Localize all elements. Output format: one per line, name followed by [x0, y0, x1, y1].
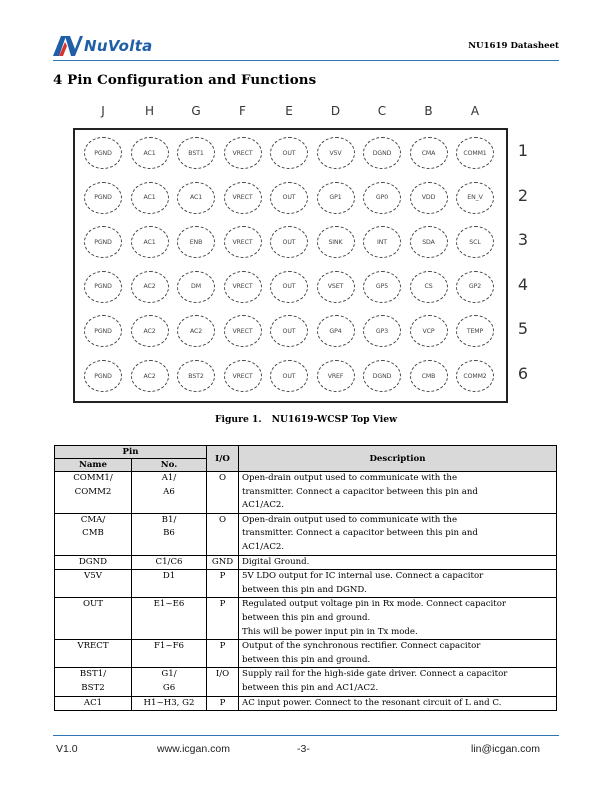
pin-description-cell: [239, 472, 557, 514]
footer-page-number: -3-: [297, 743, 310, 755]
pin-number-cell: [132, 472, 207, 514]
pin-name-cell-line: OUT: [82, 599, 104, 610]
pin-description-cell-line: 5V LDO output for IC internal use. Connect a capacitor: [242, 571, 484, 582]
pin-number-cell-line: B1/: [161, 514, 177, 525]
column-label: F: [239, 104, 246, 118]
pin-ball: PGND: [84, 182, 122, 214]
pin-name-cell-line: COMM1/: [73, 473, 113, 483]
pin-number-cell-line: H1~H3, G2: [143, 697, 195, 708]
pin-io-cell: GND: [207, 555, 239, 570]
column-label: H: [144, 104, 155, 118]
pin-name-cell: [55, 513, 132, 555]
pin-description-cell: [239, 640, 557, 668]
pin-description-cell-line: Open-drain output used to communicate with the: [242, 473, 458, 483]
nuvolta-logo: [53, 32, 153, 56]
pin-name-cell: [55, 668, 132, 696]
column-label: G: [191, 104, 201, 118]
pin-ball: OUT: [270, 360, 308, 392]
footer-website[interactable]: www.icgan.com: [157, 743, 230, 755]
pin-ball: SCL: [456, 226, 494, 258]
pin-ball: GP5: [363, 271, 401, 303]
pin-io-cell: P: [207, 570, 239, 598]
pin-description-cell-line: Regulated output voltage pin in Rx mode. Connect capacitor: [242, 599, 507, 610]
table-row: [55, 640, 557, 668]
pin-ball: AC2: [131, 271, 169, 303]
pin-ball: VREF: [317, 360, 355, 392]
pin-io-cell: P: [207, 696, 239, 711]
pin-ball: PGND: [84, 360, 122, 392]
pin-number-cell-line: F1~F6: [153, 641, 185, 652]
pin-number-cell-line: G1/: [161, 669, 177, 680]
pin-name-cell-line: CMA/: [80, 514, 106, 525]
figure-number: Figure 1.: [215, 414, 262, 425]
pin-name-cell: [55, 598, 132, 640]
pin-io-cell: P: [207, 640, 239, 668]
header-divider: [53, 60, 559, 61]
table-body: [55, 472, 557, 711]
row-label: 4: [517, 274, 529, 294]
footer-version: V1.0: [56, 743, 78, 755]
pin-ball: VRECT: [224, 315, 262, 347]
pin-name-cell: [55, 472, 132, 514]
table-row: [55, 555, 557, 570]
pin-ball: GP4: [317, 315, 355, 347]
pin-number-cell-line: A6: [163, 486, 175, 497]
table-row: [55, 472, 557, 514]
table-row: [55, 570, 557, 598]
pin-description-cell: [239, 555, 557, 570]
pin-description-cell: [239, 668, 557, 696]
column-label: C: [377, 104, 387, 118]
pin-ball: AC1: [177, 182, 215, 214]
table-row: [55, 668, 557, 696]
pin-description-cell: [239, 696, 557, 711]
pin-io-cell: I/O: [207, 668, 239, 696]
pin-description-cell: [239, 570, 557, 598]
pin-ball: AC1: [131, 226, 169, 258]
pin-number-cell-line: C1/C6: [155, 556, 183, 567]
pin-ball: VRECT: [224, 137, 262, 169]
pin-number-cell: [132, 668, 207, 696]
pin-name-cell: [55, 570, 132, 598]
pin-io-cell: O: [207, 513, 239, 555]
logo-text: NuVolta: [84, 37, 153, 55]
row-label: 5: [517, 319, 529, 339]
pin-ball: EN_V: [456, 182, 494, 214]
pin-name-cell-line: DGND: [78, 556, 108, 567]
pin-ball: VSET: [317, 271, 355, 303]
footer-email[interactable]: lin@icgan.com: [471, 743, 541, 755]
pin-ball: VRECT: [224, 226, 262, 258]
pin-ball: SDA: [410, 226, 448, 258]
pin-number-cell-line: G6: [162, 682, 176, 693]
pin-ball: ENB: [177, 226, 215, 258]
pin-description-cell-line: Supply rail for the high-side gate driver. Connect a capacitor: [242, 669, 508, 680]
pin-ball: VRECT: [224, 271, 262, 303]
pin-name-cell: [55, 640, 132, 668]
pin-number-cell: [132, 513, 207, 555]
table-header-row: [55, 446, 557, 459]
pin-number-cell-line: A1/: [161, 473, 177, 483]
pin-ball: VDD: [410, 182, 448, 214]
table-row: [55, 598, 557, 640]
pin-name-cell: [55, 555, 132, 570]
pin-ball: CS: [410, 271, 448, 303]
pin-ball: GP1: [317, 182, 355, 214]
pin-ball: GP2: [456, 271, 494, 303]
pin-ball: PGND: [84, 226, 122, 258]
pin-ball: OUT: [270, 271, 308, 303]
pin-description-cell-line: Digital Ground.: [242, 556, 310, 567]
pin-ball: OUT: [270, 137, 308, 169]
pin-ball: PGND: [84, 137, 122, 169]
pin-name-cell: [55, 696, 132, 711]
pin-ball: VCP: [410, 315, 448, 347]
footer-divider: [53, 735, 559, 736]
pin-ball: OUT: [270, 182, 308, 214]
pin-name-cell-line: BST1/: [79, 669, 107, 680]
pin-ball: AC2: [131, 360, 169, 392]
pin-ball: PGND: [84, 315, 122, 347]
pin-function-table: [54, 445, 557, 711]
pin-description-cell-line: between this pin and ground.: [242, 612, 371, 623]
header-description: Description: [239, 446, 557, 472]
column-label: E: [285, 104, 293, 118]
pin-io-cell: O: [207, 472, 239, 514]
pin-description-cell-line: between this pin and AC1/AC2.: [242, 682, 379, 693]
pin-name-cell-line: COMM2: [74, 486, 112, 497]
pin-ball: INT: [363, 226, 401, 258]
row-label: 2: [517, 185, 529, 205]
header-no: No.: [132, 459, 207, 472]
pin-description-cell-line: AC1/AC2.: [242, 541, 285, 552]
pin-number-cell: [132, 570, 207, 598]
pin-ball: TEMP: [456, 315, 494, 347]
pin-description-cell-line: AC1/AC2.: [242, 500, 285, 511]
pin-ball: AC2: [177, 315, 215, 347]
pin-ball: DGND: [363, 137, 401, 169]
nuvolta-logo-icon: [53, 36, 83, 56]
column-label: J: [101, 104, 105, 118]
row-label: 1: [517, 141, 529, 160]
pin-ball: GP0: [363, 182, 401, 214]
pin-ball: OUT: [270, 226, 308, 258]
pin-ball: AC1: [131, 182, 169, 214]
pin-description-cell: [239, 598, 557, 640]
pin-description-cell-line: This will be power input pin in Tx mode.: [242, 626, 418, 637]
pin-ball: PGND: [84, 271, 122, 303]
pin-name-cell-line: AC1: [83, 697, 103, 708]
pin-ball: BST2: [177, 360, 215, 392]
pin-number-cell-line: B6: [163, 528, 175, 539]
pin-ball: V5V: [317, 137, 355, 169]
pin-number-cell-line: E1~E6: [153, 599, 185, 610]
document-title: NU1619 Datasheet: [468, 41, 559, 51]
table-row: [55, 696, 557, 711]
pin-ball: VRECT: [224, 360, 262, 392]
header-name: Name: [55, 459, 132, 472]
pin-ball: CMA: [410, 137, 448, 169]
pin-description-cell-line: Output of the synchronous rectifier. Connect capacitor: [242, 641, 481, 652]
pin-ball: VRECT: [224, 182, 262, 214]
pin-ball: GP3: [363, 315, 401, 347]
column-label: A: [470, 104, 480, 118]
pin-ball: DGND: [363, 360, 401, 392]
pin-description-cell-line: Open-drain output used to communicate with the: [242, 514, 458, 525]
pin-ball: COMM1: [456, 137, 494, 169]
pin-name-cell-line: VRECT: [77, 641, 109, 652]
pin-name-cell-line: BST2: [81, 682, 105, 693]
pin-ball: AC1: [131, 137, 169, 169]
pin-description-cell-line: transmitter. Connect a capacitor between this pin and: [242, 486, 478, 497]
pin-ball: OUT: [270, 315, 308, 347]
pin-io-cell: P: [207, 598, 239, 640]
page-header: [53, 32, 559, 60]
pin-ball: DM: [177, 271, 215, 303]
pin-number-cell: [132, 555, 207, 570]
pin-description-cell-line: transmitter. Connect a capacitor between this pin and: [242, 528, 478, 539]
pin-description-cell: [239, 513, 557, 555]
pin-description-cell-line: between this pin and ground.: [242, 654, 371, 665]
pin-number-cell: [132, 598, 207, 640]
pin-ball: BST1: [177, 137, 215, 169]
pin-description-cell-line: between this pin and DGND.: [242, 584, 367, 595]
pin-number-cell-line: D1: [162, 571, 176, 582]
header-io: I/O: [207, 446, 239, 472]
pin-number-cell: [132, 696, 207, 711]
pin-description-cell-line: AC input power. Connect to the resonant circuit of L and C.: [242, 697, 502, 708]
pin-name-cell-line: V5V: [84, 571, 102, 582]
header-pin: Pin: [55, 446, 207, 459]
column-label: B: [424, 104, 433, 118]
column-label: D: [330, 104, 341, 118]
table-row: [55, 513, 557, 555]
row-label: 6: [517, 364, 529, 383]
pin-ball: SINK: [317, 226, 355, 258]
row-label: 3: [517, 230, 529, 250]
figure-title: NU1619-WCSP Top View: [271, 414, 397, 425]
pin-number-cell: [132, 640, 207, 668]
pin-ball: COMM2: [456, 360, 494, 392]
pin-name-cell-line: CMB: [82, 528, 104, 539]
section-title: 4 Pin Configuration and Functions: [53, 72, 317, 88]
pin-ball: AC2: [131, 315, 169, 347]
figure-caption: [0, 414, 612, 425]
pin-ball: CMB: [410, 360, 448, 392]
